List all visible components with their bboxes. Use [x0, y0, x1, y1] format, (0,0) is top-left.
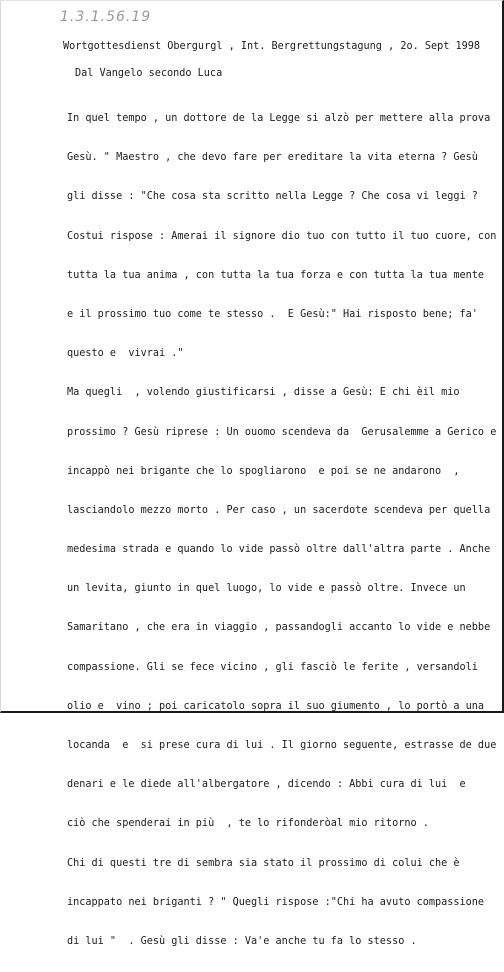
text-line: Ma quegli , volendo giustificarsi , disse a Gesù: E chi èil mio — [67, 387, 460, 399]
text-line: olio e vino ; poi caricatolo sopra il suo giumento , lo portò a una — [67, 700, 485, 712]
document-header: Wortgottesdienst Obergurgl , Int. Bergrettungstagung , 2o. Sept 1998 — [63, 41, 481, 52]
document-subtitle: Dal Vangelo secondo Luca — [75, 68, 223, 79]
text-line: Chi di questi tre di sembra sia stato il prossimo di colui che è — [67, 857, 460, 869]
text-line: locanda e si prese cura di lui . Il giorno seguente, estrasse de due — [67, 740, 497, 751]
text-line: questo e vivrai ." — [67, 348, 184, 360]
text-line: Samaritano , che era in viaggio , passandogli accanto lo vide e nebbe — [67, 622, 491, 634]
text-line: lasciandolo mezzo morto . Per caso , un sacerdote scendeva per quella — [67, 504, 491, 516]
text-line: compassione. Gli se fece vicino , gli fasciò le ferite , versandoli — [67, 661, 478, 673]
text-line: incappato nei briganti ? " Quegli rispose :"Chi ha avuto compassione — [67, 896, 485, 908]
text-line: prossimo ? Gesù riprese : Un ouomo scendeva da Gerusalemme a Gerico e — [67, 426, 497, 438]
text-line: medesima strada e quando lo vide passò oltre dall'altra parte . Anche — [67, 544, 491, 556]
text-line: un levita, giunto in quel luogo, lo vide e passò oltre. Invece un — [67, 583, 466, 595]
text-line: incappò nei brigante che lo spogliarono e poi se ne andarono , — [67, 465, 460, 477]
text-line: In quel tempo , un dottore de la Legge si alzò per mettere alla prova — [67, 113, 491, 124]
text-line: e il prossimo tuo come te stesso . E Gesù:" Hai risposto bene; fa' — [67, 308, 478, 320]
archive-number: 1.3.1.56.19 — [60, 9, 152, 25]
text-line: tutta la tua anima , con tutta la tua forza e con tutta la tua mente — [67, 269, 485, 281]
text-line: gli disse : "Che cosa sta scritto nella Legge ? Che cosa vi leggi ? — [67, 191, 478, 203]
text-line: Gesù. " Maestro , che devo fare per ereditare la vita eterna ? Gesù — [67, 152, 478, 164]
body-text — [67, 88, 496, 972]
text-line: di lui " . Gesù gli disse : Va'e anche tu fa lo stesso . — [67, 935, 417, 947]
text-line: ciò che spenderai in più , te lo rifonderòal mio ritorno . — [67, 818, 429, 830]
text-line: denari e le diede all'albergatore , dicendo : Abbi cura di lui e — [67, 779, 466, 791]
text-line: Costui rispose : Amerai il signore dio tuo con tutto il tuo cuore, con — [67, 230, 497, 242]
